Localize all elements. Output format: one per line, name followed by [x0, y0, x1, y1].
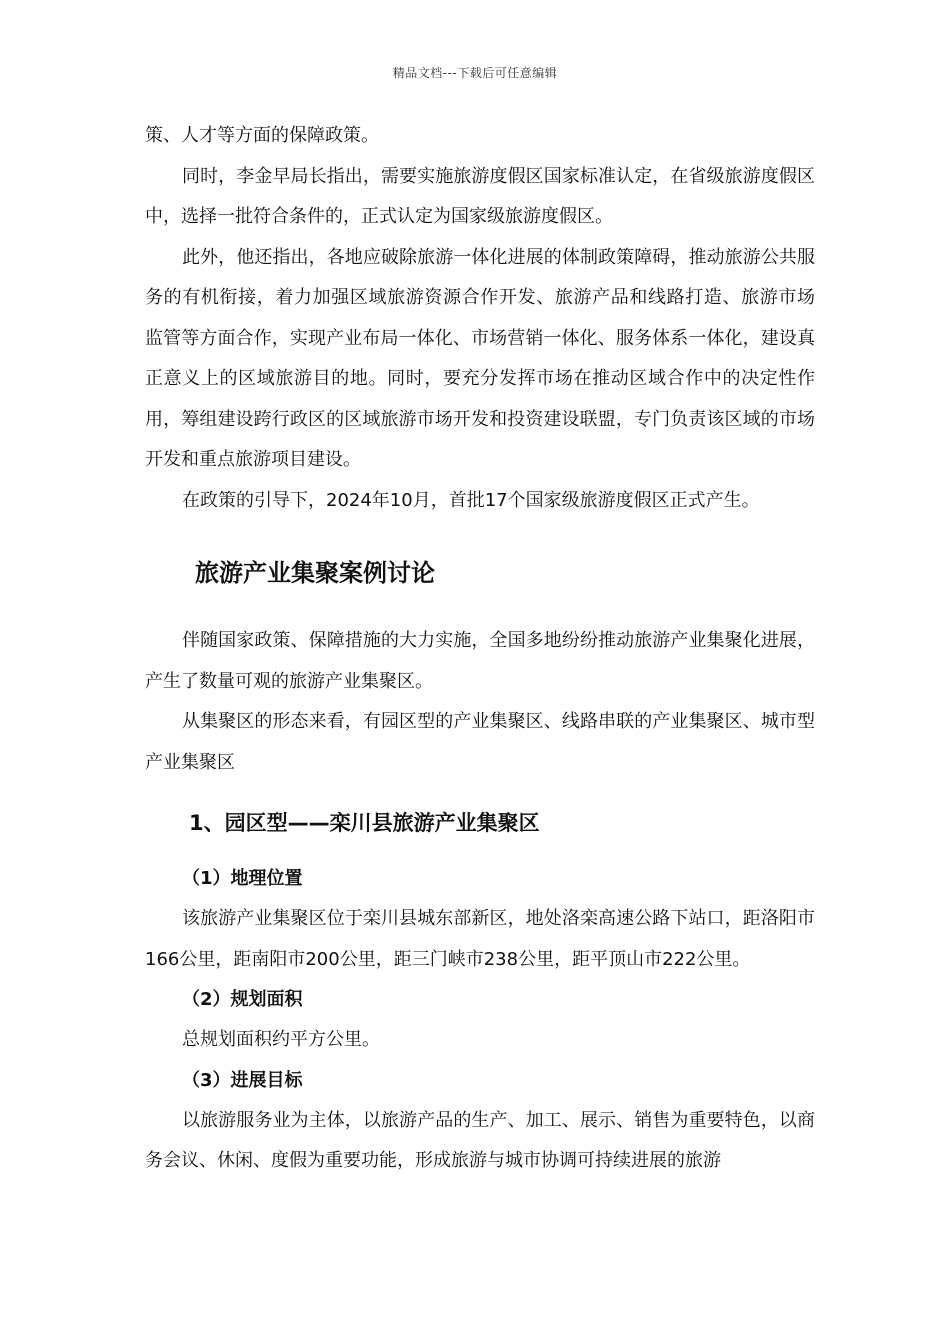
- paragraph: 在政策的引导下，2024年10月，首批17个国家级旅游度假区正式产生。: [182, 489, 760, 511]
- item-heading: （1）地理位置: [182, 868, 303, 889]
- subsection-heading: 1、园区型——栾川县旅游产业集聚区: [189, 811, 540, 835]
- paragraph: 伴随国家政策、保障措施的大力实施，全国多地纷纷推动旅游产业集聚化进展，产生了数量可观的旅游产业集聚区。: [145, 630, 815, 692]
- paragraph: 此外，他还指出，各地应破除旅游一体化进展的体制政策障碍，推动旅游公共服务的有机衔接，着力加强区域旅游资源合作开发、旅游产品和线路打造、旅游市场 监管等方面合作，实现产业布局一体化、市场营销一体化、服务体系一体化，建设真正意义上的区域旅游目的地。同时，要充分发挥市场在推动区域合作中的决定性作用，筹组建设跨行政区的区域旅游市场开发和投资建设联盟，专门负责该区域的市场开发和重点旅游项目建设。: [145, 246, 815, 470]
- paragraph: 策、人才等方面的保障政策。: [145, 125, 379, 146]
- paragraph: 总规划面积约平方公里。: [182, 1029, 380, 1050]
- section-heading: 旅游产业集聚案例讨论: [195, 559, 435, 587]
- item-heading: （3）进展目标: [182, 1069, 303, 1091]
- paragraph: 该旅游产业集聚区位于栾川县城东部新区，地处洛栾高速公路下站口，距洛阳市166公里，距南阳市200公里，距三门峡市238公里，距平顶山市222公里。: [145, 908, 815, 970]
- paragraph: 从集聚区的形态来看，有园区型的产业集聚区、线路串联的产业集聚区、城市型产业集聚区: [145, 711, 815, 773]
- paragraph: 以旅游服务业为主体，以旅游产品的生产、加工、展示、销售为重要特色，以商务会议、休闲、度假为重要功能，形成旅游与城市协调可持续进展的旅游: [145, 1109, 815, 1171]
- page-header: 精品文档---下载后可任意编辑: [392, 66, 558, 80]
- document-body: [145, 116, 815, 1182]
- paragraph: 同时，李金早局长指出，需要实施旅游度假区国家标准认定，在省级旅游度假区中，选择一批符合条件的，正式认定为国家级旅游度假区。: [145, 165, 815, 227]
- item-heading: （2）规划面积: [182, 989, 303, 1010]
